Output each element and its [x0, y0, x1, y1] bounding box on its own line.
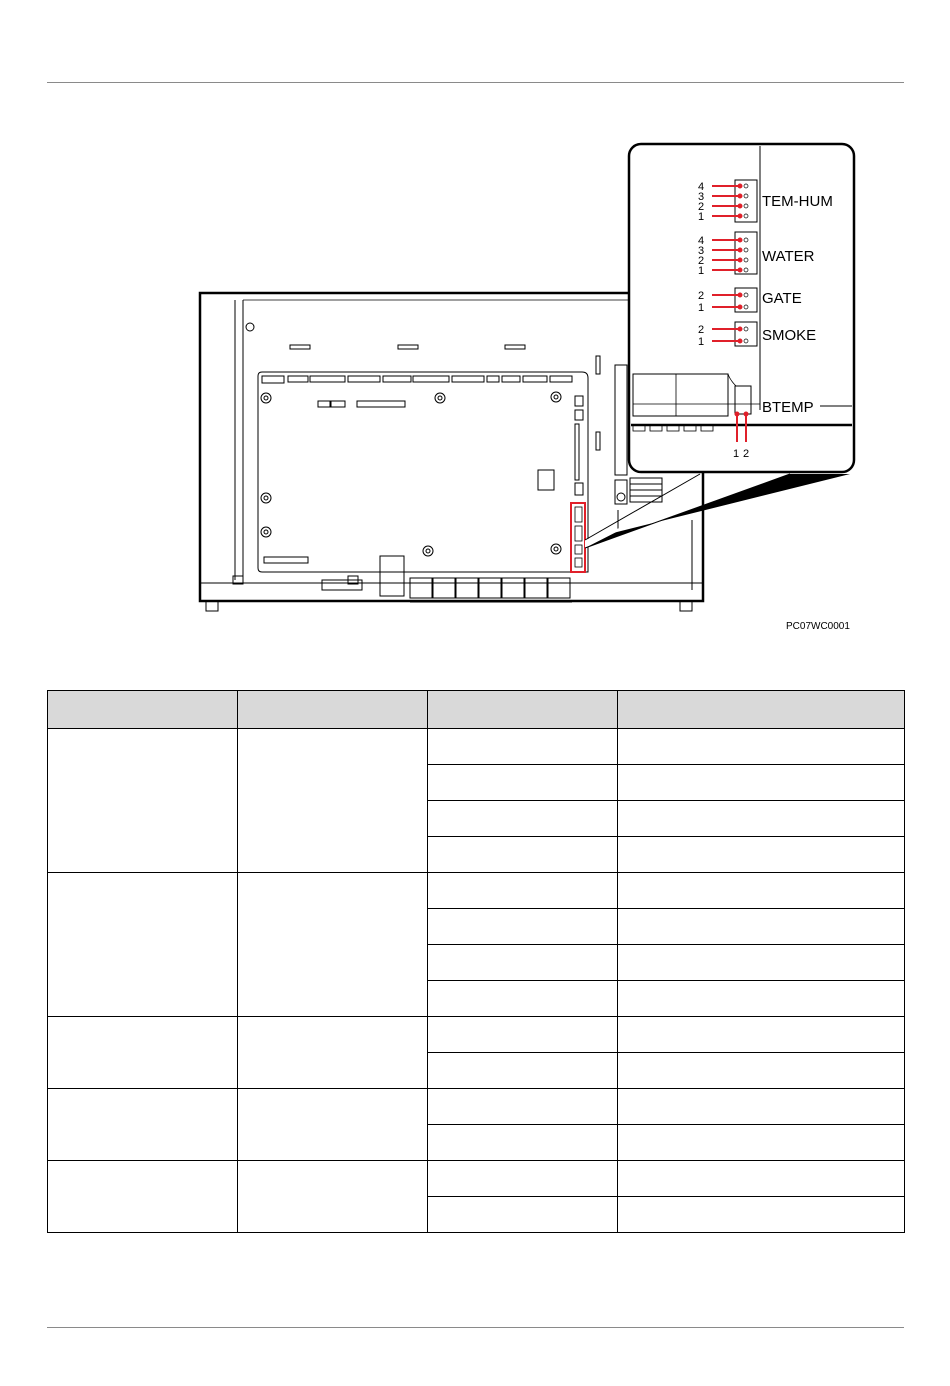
table-cell	[618, 909, 905, 945]
table-cell	[428, 729, 618, 765]
table-row	[48, 729, 905, 765]
smoke-pin-2: 2	[697, 324, 705, 336]
callout-wedge	[585, 474, 850, 548]
table-cell	[428, 981, 618, 1017]
table-cell	[48, 873, 238, 1017]
table-cell	[428, 1017, 618, 1053]
tem-hum-pin-4: 4	[697, 181, 705, 193]
table-cell	[238, 1089, 428, 1161]
table-cell	[428, 765, 618, 801]
table-cell	[48, 729, 238, 873]
table-cell	[428, 837, 618, 873]
tem-hum-pin-3: 3	[697, 191, 705, 203]
table-cell	[618, 1017, 905, 1053]
table-cell	[618, 1053, 905, 1089]
table-header-row	[48, 691, 905, 729]
label-gate: GATE	[762, 290, 802, 307]
table-cell	[238, 873, 428, 1017]
gate-pin-2: 2	[697, 290, 705, 302]
pcb	[258, 345, 662, 602]
label-tem-hum: TEM-HUM	[762, 193, 833, 210]
figure-id: PC07WC0001	[786, 621, 850, 632]
water-pin-4: 4	[697, 235, 705, 247]
tem-hum-pin-1: 1	[697, 211, 705, 223]
table-cell	[618, 837, 905, 873]
table-cell	[618, 1197, 905, 1233]
btemp-pin-2: 2	[742, 448, 750, 460]
table-cell	[48, 1017, 238, 1089]
table-cell	[428, 945, 618, 981]
water-pin-3: 3	[697, 245, 705, 257]
gate-pin-1: 1	[697, 302, 705, 314]
table-cell	[618, 981, 905, 1017]
header-cell	[238, 691, 428, 729]
header-cell	[618, 691, 905, 729]
label-btemp: BTEMP	[762, 399, 814, 416]
table-cell	[428, 1197, 618, 1233]
label-water: WATER	[762, 248, 815, 265]
table-row	[48, 1161, 905, 1197]
table-cell	[48, 1089, 238, 1161]
table-cell	[428, 801, 618, 837]
table-cell	[48, 1161, 238, 1233]
label-smoke: SMOKE	[762, 327, 817, 344]
table-cell	[238, 729, 428, 873]
header-cell	[428, 691, 618, 729]
table-cell	[428, 1125, 618, 1161]
table-cell	[428, 1161, 618, 1197]
control-board-diagram	[0, 0, 950, 660]
table-cell	[618, 801, 905, 837]
smoke-pin-1: 1	[697, 336, 705, 348]
header-cell	[48, 691, 238, 729]
btemp-pin-1: 1	[732, 448, 740, 460]
table-cell	[618, 1089, 905, 1125]
tem-hum-pin-2: 2	[697, 201, 705, 213]
table-cell	[428, 909, 618, 945]
table-cell	[618, 945, 905, 981]
footer-rule	[47, 1327, 904, 1328]
table-cell	[618, 1161, 905, 1197]
table-cell	[618, 729, 905, 765]
table-cell	[618, 765, 905, 801]
water-pin-2: 2	[697, 255, 705, 267]
table-row	[48, 1089, 905, 1125]
table-cell	[428, 1089, 618, 1125]
table-row	[48, 873, 905, 909]
water-pin-1: 1	[697, 265, 705, 277]
table-cell	[428, 1053, 618, 1089]
table-cell	[428, 873, 618, 909]
highlighted-connectors	[571, 503, 585, 572]
table-row	[48, 1017, 905, 1053]
table-cell	[618, 1125, 905, 1161]
data-table	[47, 690, 905, 1233]
table-cell	[618, 873, 905, 909]
table-cell	[238, 1017, 428, 1089]
table-cell	[238, 1161, 428, 1233]
